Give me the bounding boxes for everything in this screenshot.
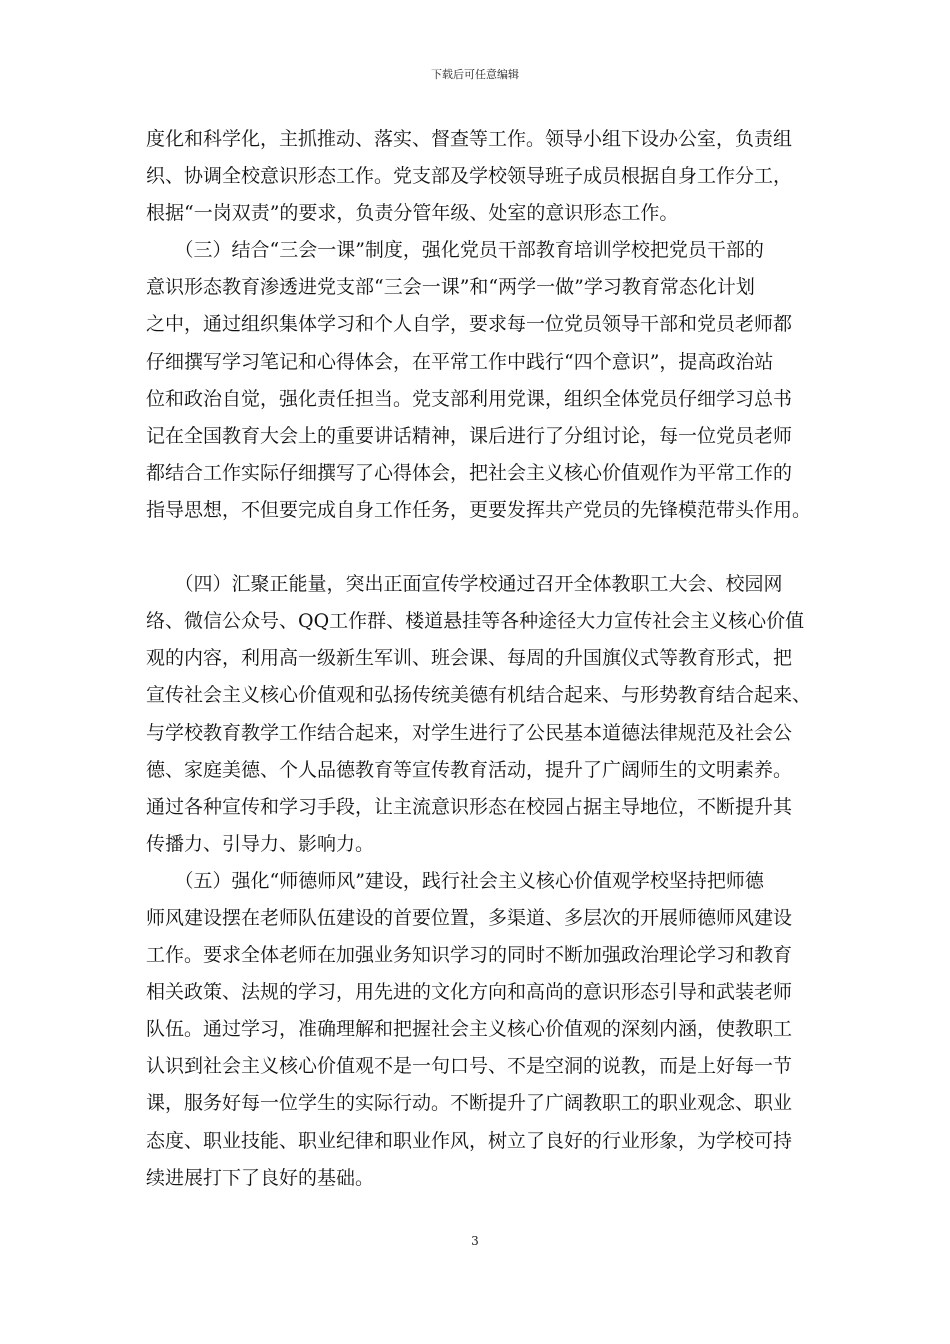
text-line: 织、协调全校意识形态工作。党支部及学校领导班子成员根据自身工作分工， <box>146 165 793 188</box>
text-line: 意识形态教育渗透进党支部“三会一课”和“两学一做”学习教育常态化计划 <box>146 276 755 299</box>
text-line: 德、家庭美德、个人品德教育等宣传教育活动，提升了广阔师生的文明素养。 <box>146 758 793 781</box>
blank-line <box>146 532 816 569</box>
text-line: 通过各种宣传和学习手段，让主流意识形态在校园占据主导地位，不断提升其 <box>146 795 793 818</box>
document-body <box>146 124 816 1200</box>
text-line: 课，服务好每一位学生的实际行动。不断提升了广阔教职工的职业观念、职业 <box>146 1092 793 1115</box>
paragraph-4-start: （四）汇聚正能量，突出正面宣传学校通过召开全体教职工大会、校园网 <box>146 573 783 596</box>
text-line: 与学校教育教学工作结合起来，对学生进行了公民基本道德法律规范及社会公 <box>146 721 793 744</box>
text-line: 相关政策、法规的学习，用先进的文化方向和高尚的意识形态引导和武装老师 <box>146 981 793 1004</box>
text-line: 络、微信公众号、QQ工作群、楼道悬挂等各种途径大力宣传社会主义核心价值 <box>146 610 805 633</box>
text-line: 根据“一岗双责”的要求，负责分管年级、处室的意识形态工作。 <box>146 202 679 225</box>
text-line: 工作。要求全体老师在加强业务知识学习的同时不断加强政治理论学习和教育 <box>146 944 793 967</box>
text-line: 师风建设摆在老师队伍建设的首要位置，多渠道、多层次的开展师德师风建设 <box>146 906 793 929</box>
text-line: 指导思想，不但要完成自身工作任务，更要发挥共产党员的先锋模范带头作用。 <box>146 498 812 521</box>
text-line: 宣传社会主义核心价值观和弘扬传统美德有机结合起来、与形势教育结合起来、 <box>146 684 812 707</box>
text-line: 队伍。通过学习，准确理解和把握社会主义核心价值观的深刻内涵，使教职工 <box>146 1018 793 1041</box>
text-line: 位和政治自觉，强化责任担当。党支部利用党课，组织全体党员仔细学习总书 <box>146 387 793 410</box>
text-line: 之中，通过组织集体学习和个人自学，要求每一位党员领导干部和党员老师都 <box>146 313 793 336</box>
paragraph-5-start: （五）强化“师德师风”建设，践行社会主义核心价值观学校坚持把师德 <box>146 869 764 892</box>
paragraph-3-start: （三）结合“三会一课”制度，强化党员干部教育培训学校把党员干部的 <box>146 239 764 262</box>
text-line: 态度、职业技能、职业纪律和职业作风，树立了良好的行业形象，为学校可持 <box>146 1129 793 1152</box>
text-line: 仔细撰写学习笔记和心得体会，在平常工作中践行“四个意识”，提高政治站 <box>146 350 774 373</box>
text-line: 认识到社会主义核心价值观不是一句口号、不是空洞的说教，而是上好每一节 <box>146 1055 793 1078</box>
text-line: 都结合工作实际仔细撰写了心得体会，把社会主义核心价值观作为平常工作的 <box>146 461 793 484</box>
text-line: 观的内容，利用高一级新生军训、班会课、每周的升国旗仪式等教育形式，把 <box>146 647 793 670</box>
page-number: 3 <box>471 1234 479 1248</box>
text-line: 记在全国教育大会上的重要讲话精神，课后进行了分组讨论，每一位党员老师 <box>146 424 793 447</box>
text-line: 度化和科学化，主抓推动、落实、督查等工作。领导小组下设办公室，负责组 <box>146 128 793 150</box>
page-header-note: 下载后可任意编辑 <box>431 68 519 81</box>
text-line: 续进展打下了良好的基础。 <box>146 1166 375 1189</box>
text-line: 传播力、引导力、影响力。 <box>146 832 375 855</box>
